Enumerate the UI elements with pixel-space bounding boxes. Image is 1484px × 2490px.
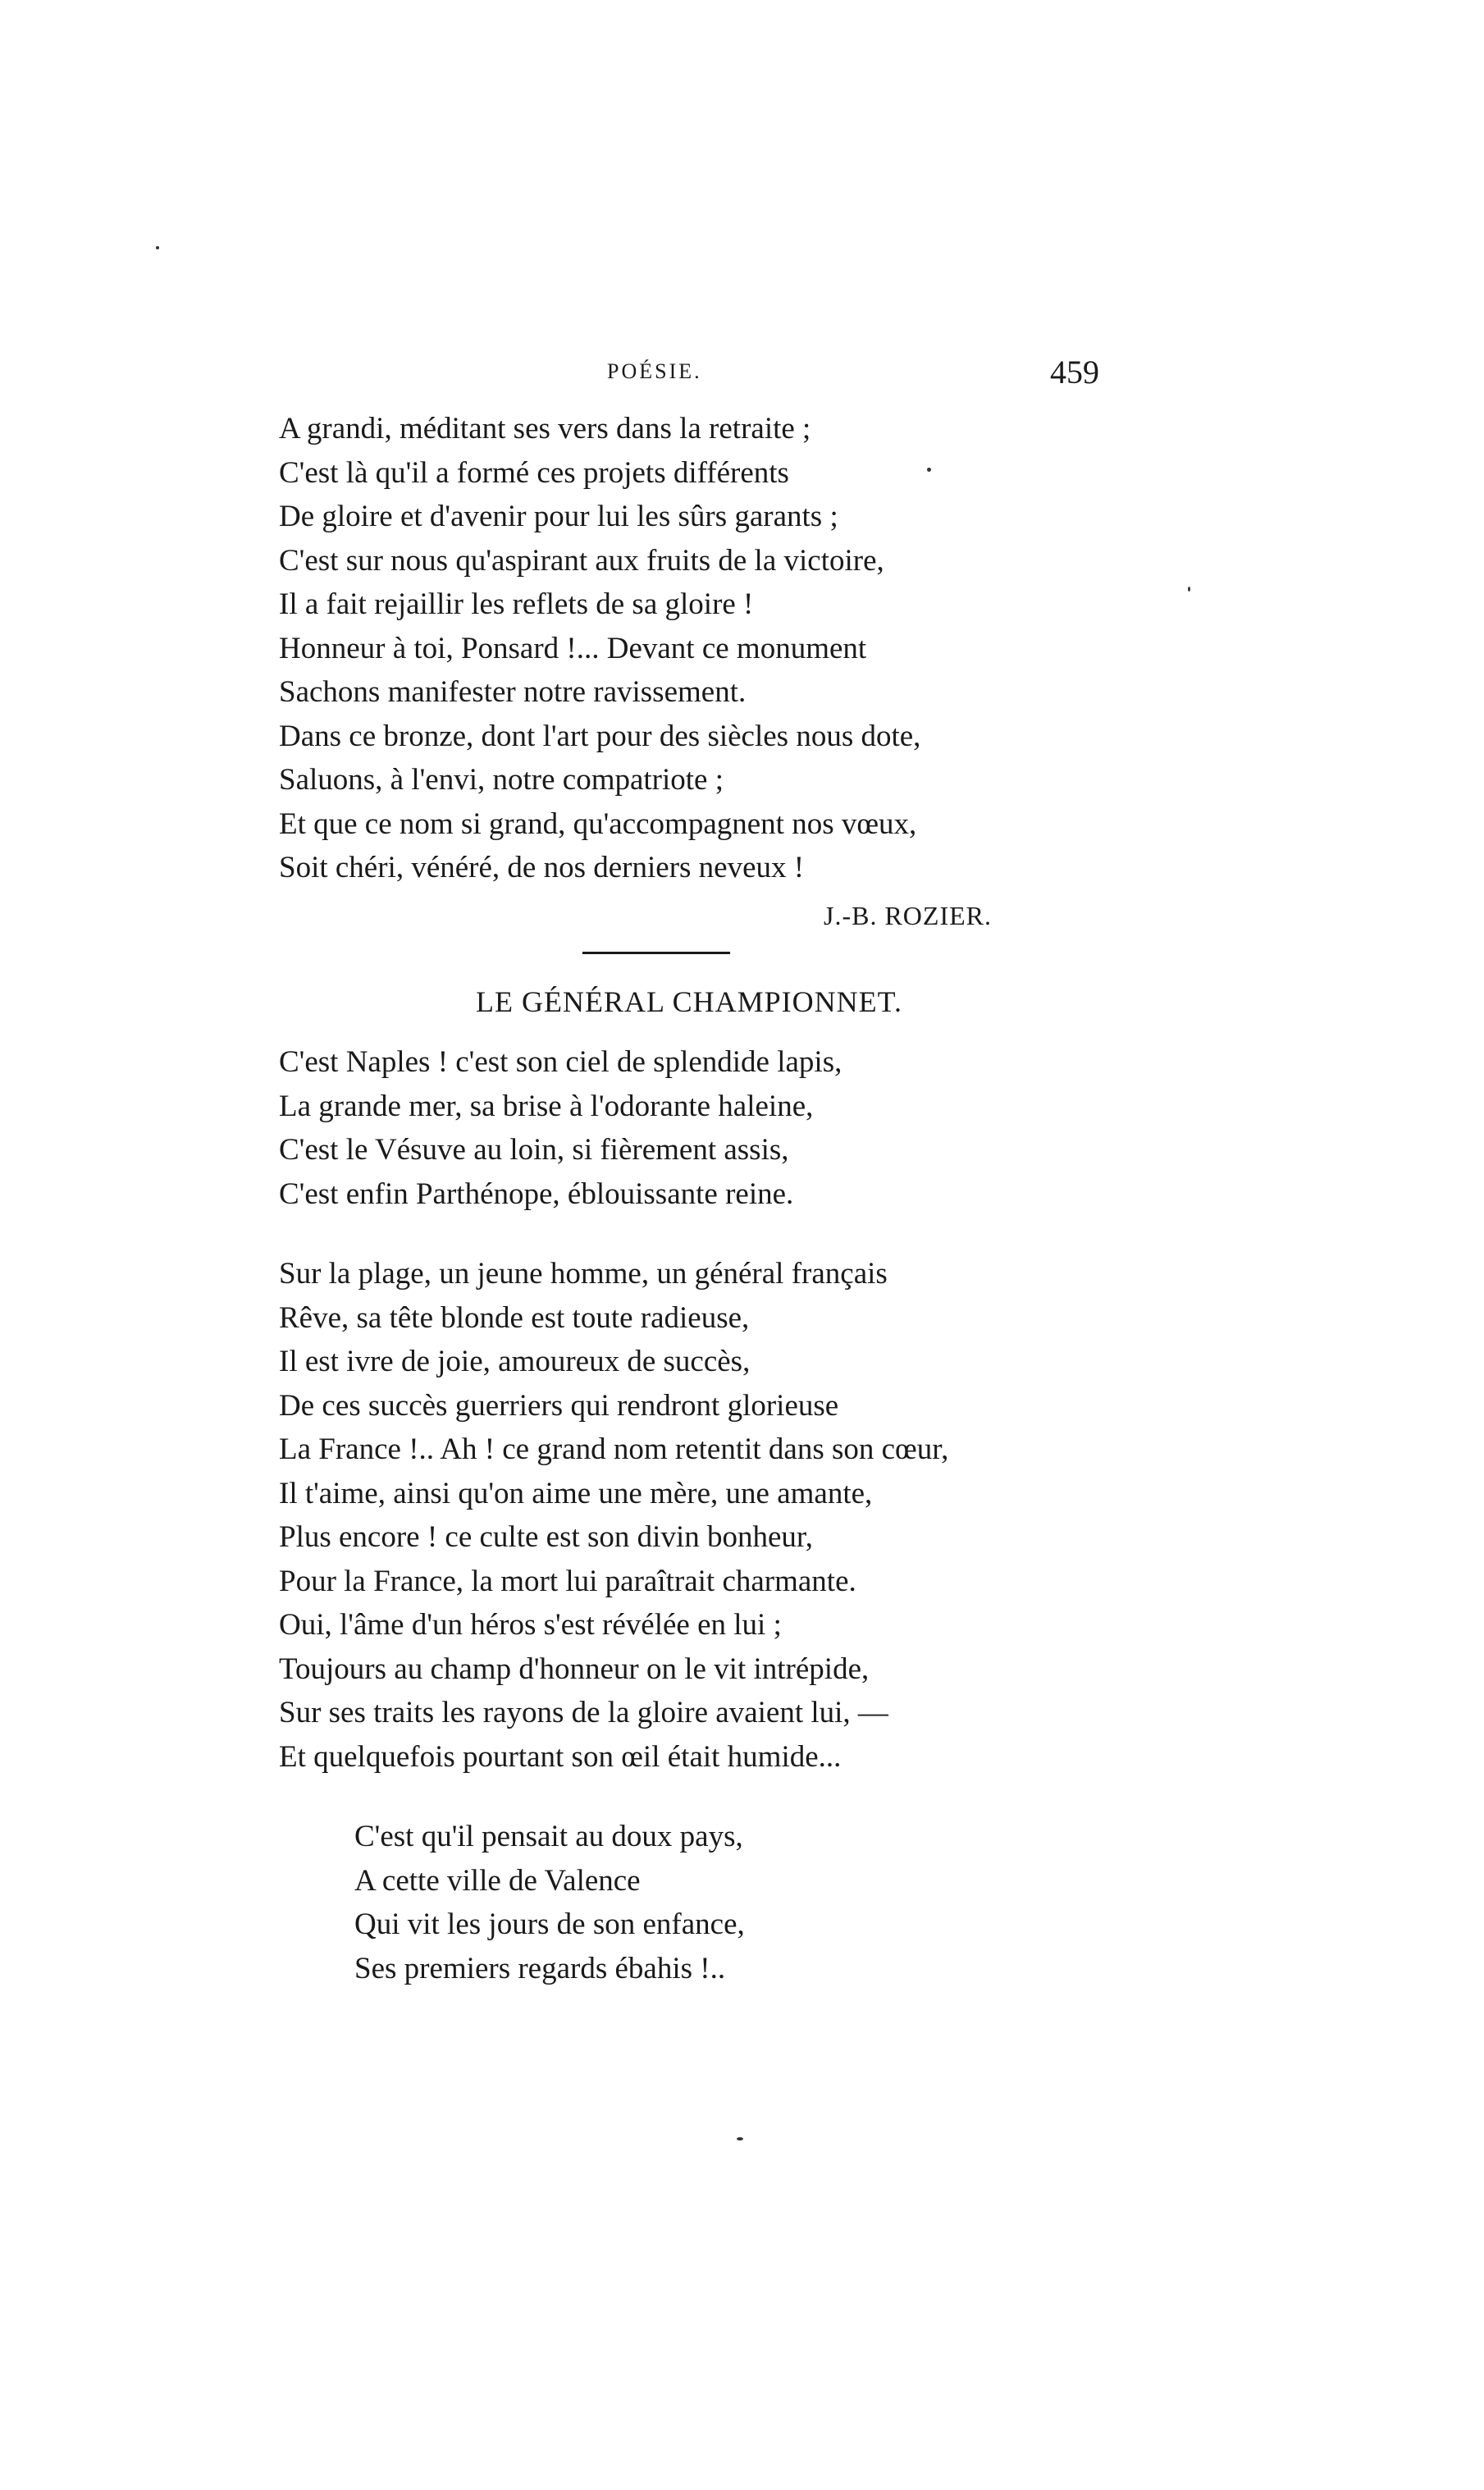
verse-line: Il a fait rejaillir les reflets de sa gloire ! [279,587,754,621]
verse-line: C'est là qu'il a formé ces projets différents [279,455,789,490]
poem-title: LE GÉNÉRAL CHAMPIONNET. [476,985,902,1018]
signature-initials: J.-B. R [824,901,903,930]
verse-line: Dans ce bronze, dont l'art pour des siècles nous dote, [279,719,921,753]
running-head [279,353,1099,402]
verse-line: A cette ville de Valence [354,1863,641,1898]
verse-line: Il t'aime, ainsi qu'on aime une mère, une amante, [279,1476,873,1510]
verse-line: C'est enfin Parthénope, éblouissante reine. [279,1176,794,1211]
verse-line: Il est ivre de joie, amoureux de succès, [279,1345,751,1378]
poem1-verse [279,407,1099,890]
verse-line: Plus encore ! ce culte est son divin bonheur, [279,1520,813,1554]
running-title: POÉSIE. [607,359,702,383]
verse-line: Toujours au champ d'honneur on le vit intrépide, [279,1652,870,1686]
verse-line: Et quelquefois pourtant son œil était humide... [279,1739,842,1774]
verse-line: A grandi, méditant ses vers dans la retraite ; [279,412,811,445]
print-speck [1188,587,1190,592]
verse-line: Saluons, à l'envi, notre compatriote ; [279,763,724,797]
verse-line: Sachons manifester notre ravissement. [279,675,747,709]
verse-line: Ses premiers regards ébahis !.. [354,1951,726,1985]
verse-line: Et que ce nom si grand, qu'accompagnent nos vœux, [279,806,917,841]
verse-line: Rêve, sa tête blonde est toute radieuse, [279,1300,750,1335]
signature-surname: OZIER. [902,901,992,930]
verse-line: C'est qu'il pensait au doux pays, [354,1820,743,1853]
verse-line: La grande mer, sa brise à l'odorante haleine, [279,1089,814,1123]
author-signature [824,901,992,931]
poem2-stanza-2 [279,1252,1099,1779]
section-divider [582,952,730,954]
verse-line: Qui vit les jours de son enfance, [354,1907,745,1941]
poem2-stanza-1 [279,1040,1099,1216]
verse-line: Sur ses traits les rayons de la gloire avaient lui, — [279,1696,888,1729]
page-number: 459 [1050,354,1099,391]
verse-line: De ces succès guerriers qui rendront glorieuse [279,1388,839,1423]
verse-line: De gloire et d'avenir pour lui les sûrs garants ; [279,500,838,533]
verse-line: C'est le Vésuve au loin, si fièrement assis, [279,1133,789,1167]
print-speck [737,2137,743,2140]
verse-line: Sur la plage, un jeune homme, un général français [279,1257,888,1291]
poem2-stanza-3 [354,1815,1175,1990]
verse-line: Soit chéri, vénéré, de nos derniers neveux ! [279,851,805,884]
verse-line: C'est sur nous qu'aspirant aux fruits de la victoire, [279,543,884,578]
verse-line: La France !.. Ah ! ce grand nom retentit dans son cœur, [279,1432,949,1466]
verse-line: Pour la France, la mort lui paraîtrait charmante. [279,1564,856,1598]
verse-line: C'est Naples ! c'est son ciel de splendide lapis, [279,1045,842,1079]
verse-line: Honneur à toi, Ponsard !... Devant ce monument [279,631,867,665]
print-speck [156,246,159,249]
verse-line: Oui, l'âme d'un héros s'est révélée en lui ; [279,1608,782,1642]
